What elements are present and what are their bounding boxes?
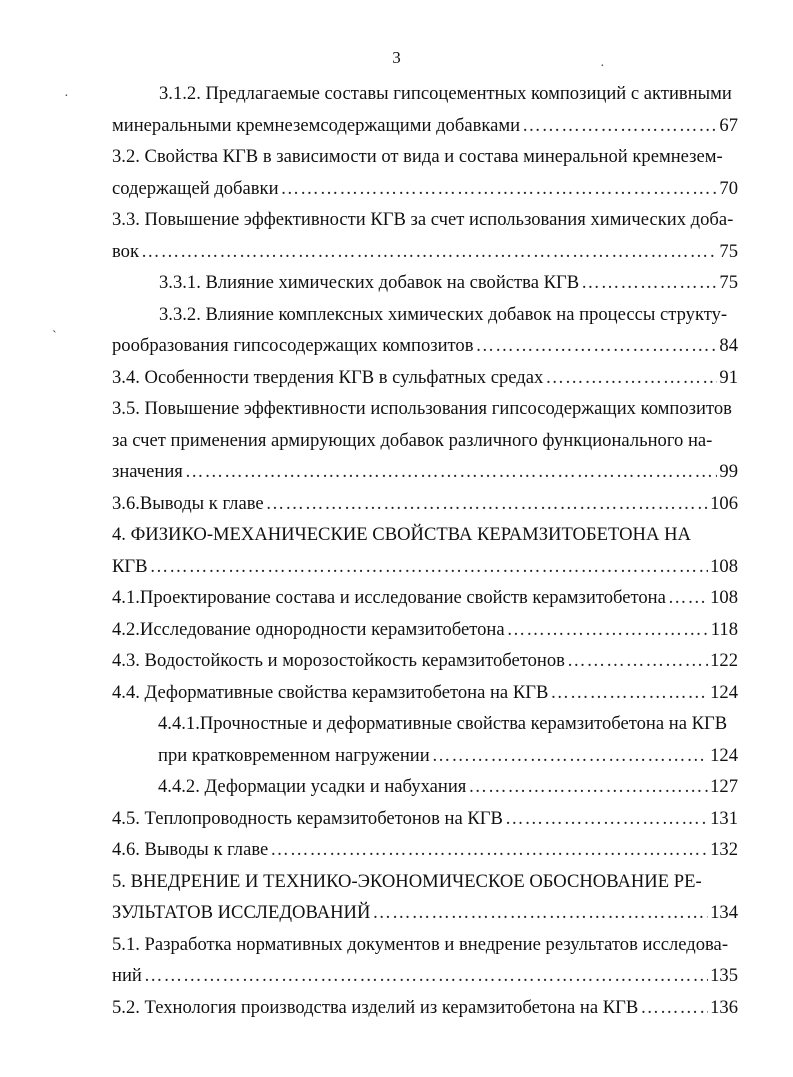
toc-entry-text: 4.4. Деформативные свойства керамзитобетона на КГВ [112, 681, 549, 703]
toc-page-number: 75 [719, 240, 738, 262]
toc-entry-text: 3.6.Выводы к главе [112, 492, 264, 514]
toc-page-number: 67 [719, 114, 738, 136]
dot-leader [432, 740, 708, 772]
dot-leader [640, 992, 708, 1024]
toc-entry [112, 992, 738, 1024]
toc-entry-text: 3.1.2. Предлагаемые составы гипсоцементных композиций с активными [159, 83, 732, 104]
toc-page-number: 84 [719, 335, 738, 356]
toc-entry-text: 5. ВНЕДРЕНИЕ И ТЕХНИКО-ЭКОНОМИЧЕСКОЕ ОБОСНОВАНИЕ РЕ- [112, 870, 702, 892]
toc-entry-text: вок [112, 240, 139, 262]
toc-entry [112, 141, 738, 204]
toc-entry-text: 4.6. Выводы к главе [112, 839, 269, 860]
toc-entry [112, 645, 738, 677]
toc-entry-text: 3.5. Повышение эффективности использования гипсосодержащих композитов [112, 398, 732, 419]
toc-entry [112, 677, 738, 709]
toc-entry-text: 3.4. Особенности твердения КГВ в сульфатных средах [112, 366, 544, 388]
toc-entry [112, 204, 738, 267]
toc-page-number: 127 [710, 776, 738, 797]
toc-entry-text: 5.2. Технология производства изделий из керамзитобетона на КГВ [112, 996, 639, 1018]
toc-entry [112, 582, 738, 614]
toc-entry-text: минеральными кремнеземсодержащими добавками [112, 114, 521, 136]
scan-speck: ` [52, 329, 57, 344]
toc-entry [112, 393, 738, 488]
toc-page-number: 70 [719, 177, 738, 199]
dot-leader [567, 645, 708, 677]
toc-entry-text: 3.3. Повышение эффективности КГВ за счет использования химических доба- [112, 209, 734, 230]
dot-leader [668, 582, 708, 614]
toc-entry [112, 267, 738, 299]
toc-entry-text: ЗУЛЬТАТОВ ИССЛЕДОВАНИЙ [112, 902, 371, 923]
toc-page-number: 124 [710, 744, 738, 766]
scan-speck: · [64, 89, 69, 104]
toc-entry-text: 4.3. Водостойкость и морозостойкость керамзитобетонов [112, 650, 565, 671]
table-of-contents [112, 78, 738, 1023]
toc-page-number: 75 [719, 272, 738, 293]
dot-leader [550, 677, 708, 709]
toc-entry-text: 5.1. Разработка нормативных документов и внедрение результатов исследова- [112, 933, 729, 955]
toc-entry-text: ний [112, 965, 142, 986]
toc-page-number: 132 [710, 839, 738, 860]
toc-page-number: 108 [710, 555, 738, 577]
toc-entry-text: рообразования гипсосодержащих композитов [112, 335, 474, 356]
toc-entry-text: за счет применения армирующих добавок различного функционального на- [112, 429, 713, 451]
toc-entry-text: КГВ [112, 555, 148, 577]
toc-entry [112, 299, 738, 362]
dot-leader [185, 456, 718, 488]
toc-entry [112, 614, 738, 646]
toc-page-number: 106 [710, 492, 738, 514]
toc-entry-text: 3.2. Свойства КГВ в зависимости от вида и состава минеральной кремнезем- [112, 146, 723, 167]
toc-entry-text: при кратковременном нагружении [158, 744, 430, 766]
toc-page-number: 108 [710, 587, 738, 608]
dot-leader [581, 267, 717, 299]
toc-entry [112, 488, 738, 520]
toc-entry [112, 708, 738, 771]
toc-entry-text: 4.4.1.Прочностные и деформативные свойства керамзитобетона на КГВ [158, 713, 728, 734]
toc-entry-text: 4. ФИЗИКО-МЕХАНИЧЕСКИЕ СВОЙСТВА КЕРАМЗИТОБЕТОНА НА [112, 524, 691, 545]
toc-page-number: 136 [710, 996, 738, 1018]
toc-page-number: 135 [710, 965, 738, 986]
toc-entry-text: 4.4.2. Деформации усадки и набухания [158, 776, 467, 797]
dot-leader [266, 488, 708, 520]
toc-entry [112, 771, 738, 803]
dot-leader [522, 110, 717, 142]
dot-leader [150, 551, 709, 583]
dot-leader [372, 897, 708, 929]
page-number: 3 [392, 48, 401, 67]
toc-entry [112, 362, 738, 394]
toc-entry [112, 803, 738, 835]
toc-page-number: 124 [710, 681, 738, 703]
toc-page-number: 91 [719, 366, 738, 388]
dot-leader [505, 803, 708, 835]
dot-leader [270, 834, 708, 866]
toc-entry [112, 78, 738, 141]
toc-entry-text: содержащей добавки [112, 177, 279, 199]
dot-leader [468, 771, 708, 803]
toc-entry-text: 4.2.Исследование однородности керамзитобетона [112, 618, 505, 640]
toc-page-number: 131 [710, 807, 738, 829]
toc-entry-text: 3.3.1. Влияние химических добавок на свойства КГВ [159, 272, 580, 293]
toc-page-number: 122 [710, 650, 738, 671]
dot-leader [507, 614, 709, 646]
toc-entry-text: 3.3.2. Влияние комплексных химических добавок на процессы структу- [159, 303, 728, 325]
dot-leader [144, 960, 708, 992]
dot-leader [141, 236, 717, 268]
toc-page-number: 134 [710, 902, 738, 923]
toc-page-number: 118 [710, 618, 738, 640]
toc-entry [112, 866, 738, 929]
dot-leader [476, 330, 718, 362]
dot-leader [545, 362, 717, 394]
toc-entry [112, 929, 738, 992]
toc-entry-text: значения [112, 461, 183, 482]
toc-entry [112, 834, 738, 866]
toc-entry [112, 519, 738, 582]
toc-entry-text: 4.1.Проектирование состава и исследование свойств керамзитобетона [112, 587, 666, 608]
dot-leader [281, 173, 718, 205]
toc-entry-text: 4.5. Теплопроводность керамзитобетонов на КГВ [112, 807, 503, 829]
toc-page-number: 99 [719, 461, 738, 482]
scan-speck: · [600, 59, 605, 74]
